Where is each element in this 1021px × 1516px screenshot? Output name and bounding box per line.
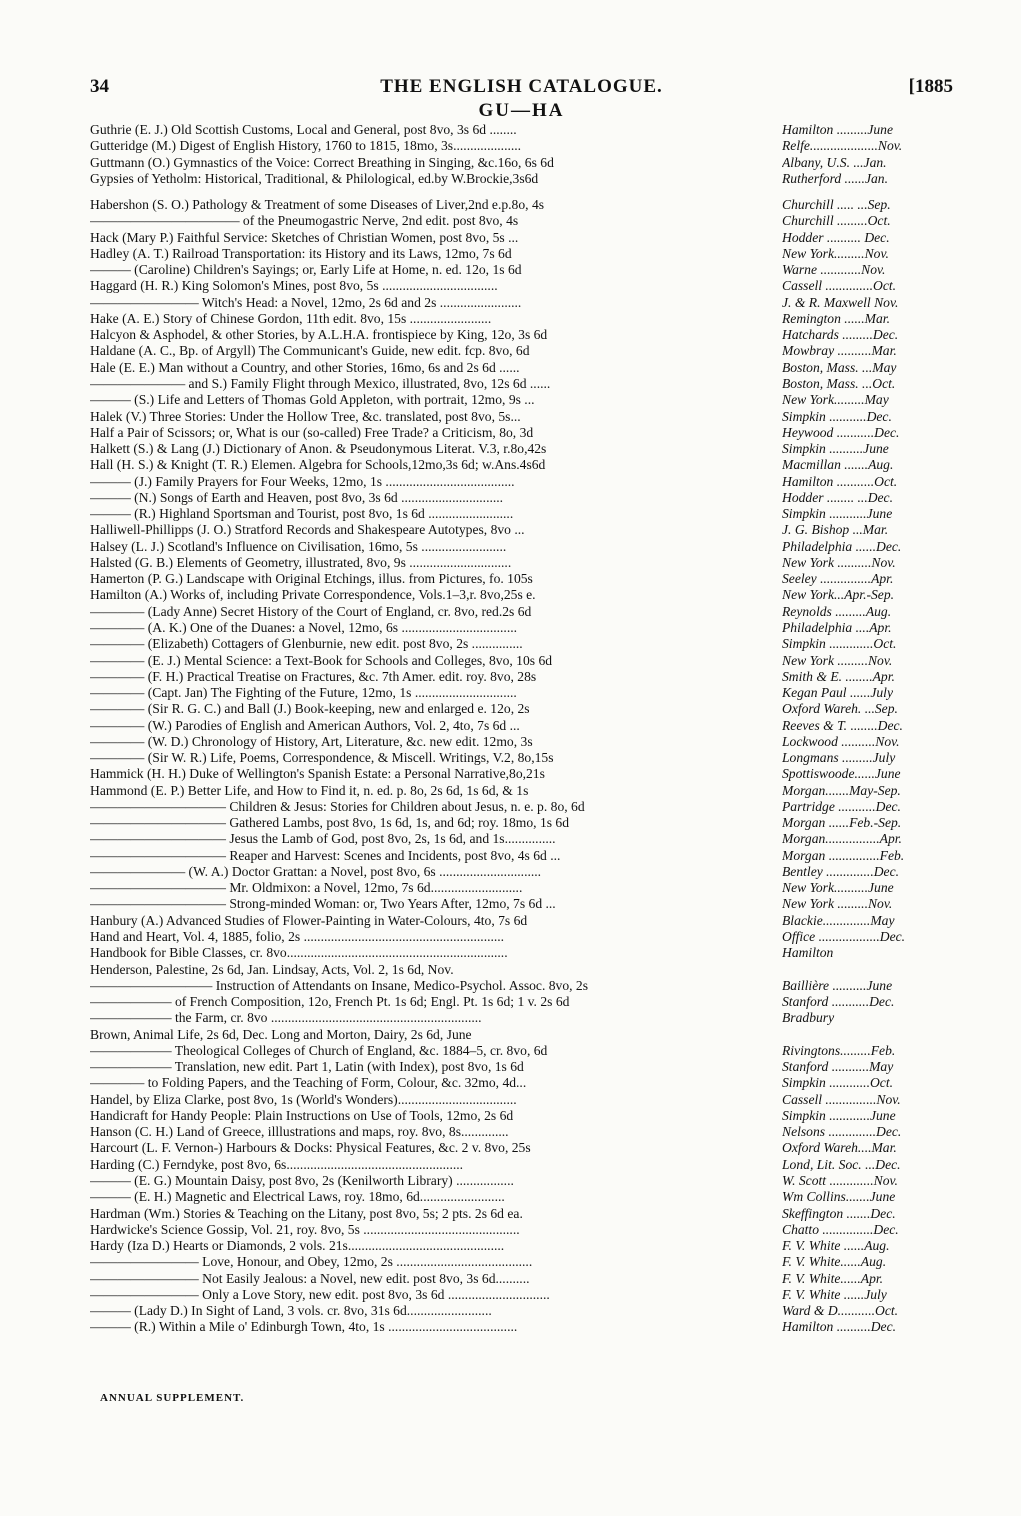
catalogue-entry: [90, 1287, 956, 1303]
entry-publisher: Stanford ...........May: [782, 1059, 894, 1075]
entry-title: Habershon (S. O.) Pathology & Treatment of some Diseases of Liver,2nd e.p.8o, 4s: [90, 197, 545, 213]
entry-publisher: Cassell ...............Nov.: [782, 1091, 901, 1107]
catalogue-entry: [90, 669, 956, 685]
entry-title: Hadley (A. T.) Railroad Transportation: its History and its Laws, 12mo, 7s 6d: [90, 245, 512, 261]
entry-publisher: Simpkin ............June: [782, 1107, 896, 1123]
entry-publisher: New York.........May: [782, 392, 889, 408]
entry-publisher: Macmillan .......Aug.: [782, 457, 894, 473]
entry-publisher: F. V. White ......July: [782, 1286, 887, 1302]
entry-publisher: Churchill .........Oct.: [782, 213, 891, 229]
entry-title: Hanbury (A.) Advanced Studies of Flower-Painting in Water-Colours, 4to, 7s 6d: [90, 912, 528, 928]
entry-title: ———— (A. K.) One of the Duanes: a Novel, 12mo, 6s ..................................: [90, 619, 518, 635]
catalogue-entry: [90, 978, 956, 994]
entry-title: ——— (R.) Within a Mile o' Edinburgh Town, 4to, 1s ......................................: [90, 1319, 518, 1335]
catalogue-entry: [90, 962, 956, 978]
entry-title: Hall (H. S.) & Knight (T. R.) Elemen. Algebra for Schools,12mo,3s 6d; w.Ans.4s6d: [90, 457, 546, 473]
catalogue-entry: [90, 1010, 956, 1026]
catalogue-entry: [90, 766, 956, 782]
entry-title: ——— (R.) Highland Sportsman and Tourist, post 8vo, 1s 6d .........................: [90, 506, 514, 522]
entry-title: Handel, by Eliza Clarke, post 8vo, 1s (World's Wonders)...................................: [90, 1091, 517, 1107]
entry-publisher: New York .........Nov.: [782, 652, 893, 668]
entry-publisher: Longmans .........July: [782, 750, 896, 766]
entry-publisher: Hatchards .........Dec.: [782, 327, 899, 343]
entry-title: ———— to Folding Papers, and the Teaching of Form, Colour, &c. 32mo, 4d...: [90, 1075, 527, 1091]
entry-title: Harding (C.) Ferndyke, post 8vo, 6s....................................................: [90, 1156, 464, 1172]
catalogue-entry: [90, 945, 956, 961]
entry-title: ——— (Caroline) Children's Sayings; or, Early Life at Home, n. ed. 12o, 1s 6d: [90, 262, 522, 278]
entry-publisher: Smith & E. ........Apr.: [782, 668, 895, 684]
catalogue-entry: [90, 880, 956, 896]
catalogue-entry: [90, 1108, 956, 1124]
entry-title: ———————— Love, Honour, and Obey, 12mo, 2s ........................................: [90, 1254, 533, 1270]
entry-title: Halsey (L. J.) Scotland's Influence on Civilisation, 16mo, 5s .........................: [90, 538, 507, 554]
catalogue-entry: [90, 490, 956, 506]
catalogue-entry: [90, 392, 956, 408]
entry-title: ———— (Sir W. R.) Life, Poems, Correspondence, & Miscell. Writings, V.2, 8o,15s: [90, 750, 554, 766]
entry-publisher: Simpkin ............Oct.: [782, 1075, 894, 1091]
entry-publisher: Churchill ..... ...Sep.: [782, 197, 891, 213]
entry-title: ———————— Not Easily Jealous: a Novel, new edit. post 8vo, 3s 6d..........: [90, 1270, 530, 1286]
entry-title: —————— Theological Colleges of Church of England, &c. 1884–5, cr. 8vo, 6d: [90, 1042, 548, 1058]
entry-publisher: F. V. White......Apr.: [782, 1270, 884, 1286]
entry-publisher: New York..........June: [782, 880, 894, 896]
entry-title: Gypsies of Yetholm: Historical, Traditional, & Philological, ed.by W.Brockie,3s6d: [90, 170, 539, 186]
entry-publisher: Reeves & T. ........Dec.: [782, 717, 903, 733]
entry-title: ——— (E. G.) Mountain Daisy, post 8vo, 2s (Kenilworth Library) .................: [90, 1173, 514, 1188]
entry-title: Hardwicke's Science Gossip, Vol. 21, roy. 8vo, 5s ..............................................: [90, 1221, 520, 1237]
entry-publisher: Office ..................Dec.: [782, 929, 906, 945]
entry-publisher: Hamilton ...........Oct.: [782, 473, 898, 489]
entry-publisher: New York.........Nov.: [782, 245, 889, 261]
entry-publisher: Morgan................Apr.: [782, 831, 902, 847]
entry-title: —————————— Gathered Lambs, post 8vo, 1s 6d, 1s, and 6d; roy. 18mo, 1s 6d: [90, 815, 570, 831]
entry-title: Hack (Mary P.) Faithful Service: Sketches of Christian Women, post 8vo, 5s ...: [90, 229, 519, 245]
entry-publisher: W. Scott .............Nov.: [782, 1173, 898, 1188]
entry-publisher: Seeley ...............Apr.: [782, 571, 894, 587]
page-title: THE ENGLISH CATALOGUE.: [380, 76, 663, 97]
entry-publisher: Simpkin ...........June: [782, 506, 893, 522]
entry-title: ————————— Instruction of Attendants on Insane, Medico-Psychol. Assoc. 8vo, 2s: [90, 977, 589, 993]
catalogue-entry: [90, 685, 956, 701]
entry-publisher: Lond, Lit. Soc. ...Dec.: [782, 1156, 901, 1172]
catalogue-entry: [90, 571, 956, 587]
catalogue-entry: [90, 1319, 956, 1335]
catalogue-entry: [90, 457, 956, 473]
entry-title: ——— (Lady D.) In Sight of Land, 3 vols. cr. 8vo, 31s 6d.........................: [90, 1303, 492, 1319]
entry-title: —————————— Strong-minded Woman: or, Two Years After, 12mo, 7s 6d ...: [90, 896, 556, 912]
entry-title: ——————— (W. A.) Doctor Grattan: a Novel, post 8vo, 6s ..............................: [90, 863, 542, 879]
catalogue-entry: [90, 620, 956, 636]
catalogue-entry: [90, 230, 956, 246]
entry-title: ——— (N.) Songs of Earth and Heaven, post 8vo, 3s 6d ..............................: [90, 489, 504, 505]
entry-title: Hand and Heart, Vol. 4, 1885, folio, 2s ...........................................................: [90, 929, 505, 945]
catalogue-entry: [90, 1092, 956, 1108]
catalogue-entry: [90, 1140, 956, 1156]
catalogue-entry: [90, 701, 956, 717]
catalogue-entry: [90, 1271, 956, 1287]
entry-title: ——— (S.) Life and Letters of Thomas Gold Appleton, with portrait, 12mo, 9s ...: [90, 392, 535, 408]
catalogue-entry: [90, 1043, 956, 1059]
entry-title: Guthrie (E. J.) Old Scottish Customs, Local and General, post 8vo, 3s 6d ........: [90, 122, 517, 137]
catalogue-entry: [90, 409, 956, 425]
entry-publisher: Ward & D...........Oct.: [782, 1303, 899, 1319]
entry-publisher: Hamilton: [782, 945, 834, 961]
entry-publisher: Baillière ..........June: [782, 977, 893, 993]
entry-publisher: Bentley ..............Dec.: [782, 863, 900, 879]
entry-title: Halcyon & Asphodel, & other Stories, by A.L.H.A. frontispiece by King, 12o, 3s 6d: [90, 327, 548, 343]
entry-title: Halliwell-Phillipps (J. O.) Stratford Records and Shakespeare Autotypes, 8vo ...: [90, 522, 525, 538]
year-label: [1885: [908, 76, 953, 97]
catalogue-entry: [90, 1124, 956, 1140]
catalogue-entry: [90, 1027, 956, 1043]
catalogue-entry: [90, 1254, 956, 1270]
entry-publisher: Philadelphia ....Apr.: [782, 619, 892, 635]
entry-title: Hamerton (P. G.) Landscape with Original Etchings, illus. from Pictures, fo. 105s: [90, 571, 533, 587]
entry-title: ———— (Sir R. G. C.) and Ball (J.) Book-keeping, new and enlarged e. 12o, 2s: [90, 701, 530, 717]
entry-publisher: Lockwood ..........Nov.: [782, 733, 900, 749]
entry-title: Guttmann (O.) Gymnastics of the Voice: Correct Breathing in Singing, &c.16o, 6s 6d: [90, 154, 554, 170]
entry-publisher: Wm Collins.......June: [782, 1189, 896, 1205]
catalogue-entry: [90, 1189, 956, 1205]
entry-publisher: New York ..........Nov.: [782, 554, 896, 570]
entry-title: Hardman (Wm.) Stories & Teaching on the Litany, post 8vo, 5s; 2 pts. 2s 6d ea.: [90, 1205, 523, 1221]
entry-title: Handbook for Bible Classes, cr. 8vo.................................................................: [90, 945, 508, 961]
entry-publisher: F. V. White......Aug.: [782, 1254, 887, 1270]
entry-publisher: Chatto ...............Dec.: [782, 1221, 899, 1237]
catalogue-entry: [90, 155, 956, 171]
entry-title: Haggard (H. R.) King Solomon's Mines, post 8vo, 5s ..................................: [90, 278, 498, 294]
catalogue-entry: [90, 327, 956, 343]
catalogue-entry: [90, 474, 956, 490]
catalogue-entry: [90, 750, 956, 766]
catalogue-entry: [90, 539, 956, 555]
entry-publisher: Nelsons ..............Dec.: [782, 1124, 902, 1140]
entry-publisher: Oxford Wareh. ...Sep.: [782, 701, 898, 717]
catalogue-entry: [90, 913, 956, 929]
entry-publisher: Morgan.......May-Sep.: [782, 782, 901, 798]
entry-title: —————————— Reaper and Harvest: Scenes and Incidents, post 8vo, 4s 6d ...: [90, 847, 561, 863]
catalogue-entry: [90, 197, 956, 213]
entry-title: Half a Pair of Scissors; or, What is our (so-called) Free Trade? a Criticism, 8o, 3d: [90, 424, 534, 440]
entry-title: ———————— Witch's Head: a Novel, 12mo, 2s 6d and 2s ........................: [90, 294, 522, 310]
entry-title: Henderson, Palestine, 2s 6d, Jan. Lindsay, Acts, Vol. 2, 1s 6d, Nov.: [90, 961, 454, 977]
entry-title: ———— (W. D.) Chronology of History, Art, Literature, &c. new edit. 12mo, 3s: [90, 733, 533, 749]
catalogue-entry: [90, 187, 956, 197]
entry-title: ——— (J.) Family Prayers for Four Weeks, 12mo, 1s ......................................: [90, 473, 515, 489]
entry-publisher: Blackie..............May: [782, 912, 895, 928]
catalogue-entry: [90, 1059, 956, 1075]
entry-publisher: Kegan Paul ......July: [782, 685, 893, 701]
entry-title: Haldane (A. C., Bp. of Argyll) The Communicant's Guide, new edit. fcp. 8vo, 6d: [90, 343, 530, 359]
entry-publisher: Philadelphia ......Dec.: [782, 538, 902, 554]
catalogue-entry: [90, 262, 956, 278]
catalogue-entry: [90, 376, 956, 392]
entry-title: ——————— and S.) Family Flight through Mexico, illustrated, 8vo, 12s 6d ......: [90, 375, 551, 391]
catalogue-entry: [90, 994, 956, 1010]
catalogue-entry: [90, 1075, 956, 1091]
catalogue-entry: [90, 278, 956, 294]
entry-publisher: Morgan ......Feb.-Sep.: [782, 815, 902, 831]
catalogue-entry: [90, 1206, 956, 1222]
entry-title: —————— of French Composition, 12o, French Pt. 1s 6d; Engl. Pt. 1s 6d; 1 v. 2s 6d: [90, 994, 570, 1010]
entry-publisher: Spottiswoode......June: [782, 766, 901, 782]
entry-title: ———— (E. J.) Mental Science: a Text-Book for Schools and Colleges, 8vo, 10s 6d: [90, 652, 553, 668]
entry-publisher: Rivingtons.........Feb.: [782, 1042, 896, 1058]
catalogue-entry: [90, 783, 956, 799]
entry-publisher: Hamilton ..........Dec.: [782, 1319, 897, 1335]
catalogue-entry: [90, 1173, 956, 1189]
entry-publisher: Remington ......Mar.: [782, 310, 890, 326]
catalogue-entry: [90, 848, 956, 864]
catalogue-entry: [90, 360, 956, 376]
entry-publisher: Rutherford ......Jan.: [782, 170, 888, 186]
entry-publisher: Hodder .......... Dec.: [782, 229, 890, 245]
catalogue-entry: [90, 441, 956, 457]
footer-supplement: ANNUAL SUPPLEMENT.: [100, 1392, 245, 1404]
entry-publisher: Mowbray ..........Mar.: [782, 343, 897, 359]
entry-publisher: Skeffington .......Dec.: [782, 1205, 896, 1221]
catalogue-entry: [90, 831, 956, 847]
entry-title: —————— the Farm, cr. 8vo ..............................................................: [90, 1010, 482, 1026]
catalogue-entry: [90, 864, 956, 880]
entry-title: Harcourt (L. F. Vernon-) Harbours & Docks: Physical Features, &c. 2 v. 8vo, 25s: [90, 1140, 531, 1156]
catalogue-entry: [90, 425, 956, 441]
entry-title: Hake (A. E.) Story of Chinese Gordon, 11th edit. 8vo, 15s ........................: [90, 310, 492, 326]
catalogue-entry: [90, 587, 956, 603]
catalogue-entry: [90, 929, 956, 945]
entry-title: —————————— Children & Jesus: Stories for Children about Jesus, n. e. p. 8o, 6d: [90, 798, 585, 814]
entry-publisher: Simpkin ..........June: [782, 441, 889, 457]
entry-title: Halsted (G. B.) Elements of Geometry, illustrated, 8vo, 9s ..............................: [90, 554, 512, 570]
entry-title: ———— (Capt. Jan) The Fighting of the Future, 12mo, 1s ..............................: [90, 685, 517, 701]
entry-publisher: J. & R. Maxwell Nov.: [782, 294, 899, 310]
entry-publisher: Reynolds .........Aug.: [782, 603, 892, 619]
entry-publisher: Partridge ...........Dec.: [782, 798, 901, 814]
entry-publisher: Simpkin ...........Dec.: [782, 408, 892, 424]
catalogue-entry: [90, 246, 956, 262]
entry-publisher: Morgan ...............Feb.: [782, 847, 905, 863]
entry-title: ———— (Lady Anne) Secret History of the Court of England, cr. 8vo, red.2s 6d: [90, 603, 532, 619]
entry-title: ———— (W.) Parodies of English and American Authors, Vol. 2, 4to, 7s 6d ...: [90, 717, 520, 733]
catalogue-entry: [90, 171, 956, 187]
entry-publisher: Hamilton .........June: [782, 122, 894, 137]
running-header: [90, 76, 953, 100]
catalogue-entry: [90, 1222, 956, 1238]
entry-title: ———— (F. H.) Practical Treatise on Fractures, &c. 7th Amer. edit. roy. 8vo, 28s: [90, 668, 537, 684]
entry-publisher: Simpkin .............Oct.: [782, 636, 897, 652]
entry-title: Halek (V.) Three Stories: Under the Hollow Tree, &c. translated, post 8vo, 5s...: [90, 408, 521, 424]
catalogue-entry: [90, 653, 956, 669]
entry-title: Hamilton (A.) Works of, including Private Correspondence, Vols.1–3,r. 8vo,25s e.: [90, 587, 536, 603]
entry-publisher: Boston, Mass. ...Oct.: [782, 375, 896, 391]
entry-publisher: Albany, U.S. ...Jan.: [782, 154, 887, 170]
catalogue-entry: [90, 213, 956, 229]
catalogue-entry: [90, 799, 956, 815]
catalogue-entry: [90, 636, 956, 652]
entry-title: ———————— Only a Love Story, new edit. post 8vo, 3s 6d ..............................: [90, 1286, 550, 1302]
catalogue-entry: [90, 343, 956, 359]
catalogue-entry: [90, 311, 956, 327]
entry-title: Hale (E. E.) Man without a Country, and other Stories, 16mo, 6s and 2s 6d ......: [90, 359, 520, 375]
catalogue-entry: [90, 1238, 956, 1254]
catalogue-entry: [90, 604, 956, 620]
catalogue-entry: [90, 138, 956, 154]
catalogue-entry: [90, 734, 956, 750]
entry-title: ———— (Elizabeth) Cottagers of Glenburnie, new edit. post 8vo, 2s ...............: [90, 636, 523, 652]
section-heading: GU—HA: [478, 100, 565, 121]
entry-publisher: J. G. Bishop ...Mar.: [782, 522, 889, 538]
catalogue-entry: [90, 718, 956, 734]
page-number: 34: [90, 76, 109, 97]
entry-title: Hanson (C. H.) Land of Greece, illlustrations and maps, roy. 8vo, 8s..............: [90, 1124, 509, 1140]
entry-title: Brown, Animal Life, 2s 6d, Dec. Long and Morton, Dairy, 2s 6d, June: [90, 1026, 472, 1042]
entry-title: —————————— Jesus the Lamb of God, post 8vo, 2s, 1s 6d, and 1s...............: [90, 831, 556, 847]
entry-publisher: Bradbury: [782, 1010, 835, 1026]
catalogue-entry: [90, 815, 956, 831]
entry-publisher: Oxford Wareh....Mar.: [782, 1140, 897, 1156]
catalogue-entry: [90, 295, 956, 311]
entry-list: [90, 122, 956, 1336]
entry-publisher: New York .........Nov.: [782, 896, 893, 912]
entry-publisher: Warne ............Nov.: [782, 262, 886, 278]
entry-publisher: Cassell ..............Oct.: [782, 278, 897, 294]
catalogue-entry: [90, 1303, 956, 1319]
entry-publisher: Stanford ...........Dec.: [782, 994, 895, 1010]
entry-title: Halkett (S.) & Lang (J.) Dictionary of Anon. & Pseudonymous Literat. V.3, r.8o,42s: [90, 441, 547, 457]
entry-title: ——— (E. H.) Magnetic and Electrical Laws, roy. 18mo, 6d.........................: [90, 1189, 505, 1205]
entry-title: —————— Translation, new edit. Part 1, Latin (with Index), post 8vo, 1s 6d: [90, 1059, 524, 1075]
catalogue-entry: [90, 555, 956, 571]
catalogue-entry: [90, 506, 956, 522]
entry-publisher: New York...Apr.-Sep.: [782, 587, 895, 603]
catalogue-entry: [90, 896, 956, 912]
catalogue-entry: [90, 122, 956, 138]
entry-title: —————————— Mr. Oldmixon: a Novel, 12mo, 7s 6d...........................: [90, 880, 523, 896]
entry-publisher: Heywood ...........Dec.: [782, 424, 900, 440]
entry-title: ——————————— of the Pneumogastric Nerve, 2nd edit. post 8vo, 4s: [90, 213, 519, 229]
entry-publisher: Boston, Mass. ...May: [782, 359, 897, 375]
entry-title: Hammick (H. H.) Duke of Wellington's Spanish Estate: a Personal Narrative,8o,21s: [90, 766, 545, 782]
entry-publisher: Hodder ........ ...Dec.: [782, 489, 893, 505]
entry-title: Hammond (E. P.) Better Life, and How to Find it, n. ed. p. 8o, 2s 6d, 1s 6d, & 1s: [90, 782, 529, 798]
entry-publisher: Relfe....................Nov.: [782, 138, 903, 154]
entry-title: Handicraft for Handy People: Plain Instructions on Use of Tools, 12mo, 2s 6d: [90, 1107, 514, 1123]
entry-title: Gutteridge (M.) Digest of English History, 1760 to 1815, 18mo, 3s....................: [90, 138, 522, 154]
catalogue-entry: [90, 1157, 956, 1173]
entry-title: Hardy (Iza D.) Hearts or Diamonds, 2 vols. 21s..............................................: [90, 1238, 505, 1254]
catalogue-entry: [90, 522, 956, 538]
entry-publisher: F. V. White ......Aug.: [782, 1238, 890, 1254]
